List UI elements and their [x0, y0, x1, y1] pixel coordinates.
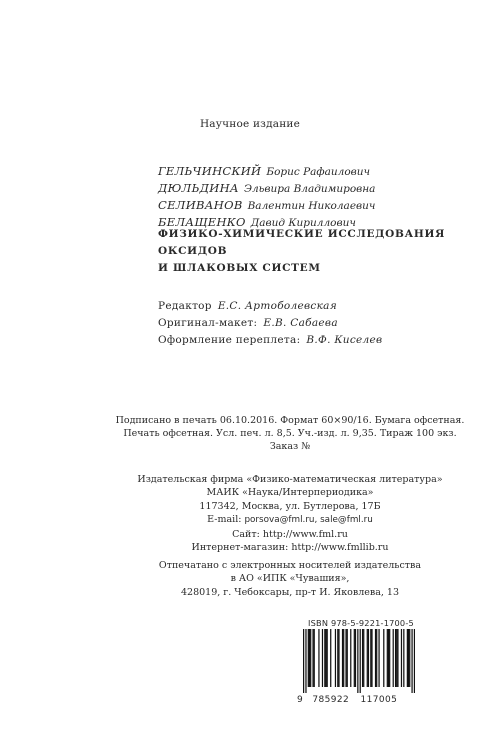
- author-surname: ГЕЛЬЧИНСКИЙ: [158, 164, 262, 178]
- barcode-bar: [396, 629, 397, 687]
- barcode-bar: [342, 629, 343, 687]
- credit-name: Е.В. Сабаева: [263, 317, 338, 329]
- barcode-bar: [335, 629, 336, 687]
- barcode-bar: [376, 629, 377, 687]
- barcode-bar: [345, 629, 346, 687]
- barcode-bar: [401, 629, 402, 687]
- barcode-bar: [310, 629, 311, 687]
- author-given-name: Валентин Николаевич: [247, 200, 376, 212]
- barcode-bar: [375, 629, 376, 687]
- barcode-bar: [397, 629, 398, 687]
- author-given-name: Эльвира Владимировна: [243, 183, 376, 195]
- barcode-bar: [371, 629, 372, 687]
- barcode-bar: [411, 629, 412, 693]
- barcode-bar: [407, 629, 408, 687]
- barcode-digits: [297, 695, 397, 705]
- barcode-bar: [367, 629, 368, 687]
- print-info-line-1: Подписано в печать 06.10.2016. Формат 60×90/16. Бумага офсетная.: [115, 415, 465, 426]
- barcode-bar: [409, 629, 410, 687]
- barcode-bar: [327, 629, 328, 687]
- barcode-left-digits: 785922: [312, 695, 350, 705]
- barcode-bar: [318, 629, 319, 687]
- barcode-bar: [337, 629, 338, 687]
- book-title-line-1: ФИЗИКО-ХИМИЧЕСКИЕ ИССЛЕДОВАНИЯ ОКСИДОВ: [158, 228, 446, 257]
- print-info: [100, 414, 480, 453]
- publisher-shop: [100, 541, 480, 554]
- barcode-bar: [370, 629, 371, 687]
- barcode-bar: [330, 629, 331, 687]
- edition-type: Научное издание: [199, 118, 301, 130]
- barcode-bar: [388, 629, 389, 687]
- author-3: [158, 197, 375, 214]
- barcode-bar: [414, 629, 415, 693]
- publisher-name: Издательская фирма «Физико-математическая литература»: [137, 474, 443, 485]
- printer-info: [100, 559, 480, 599]
- author-1: [158, 163, 375, 180]
- credit-editor: [158, 298, 382, 315]
- barcode-bar: [347, 629, 348, 687]
- barcode-bar: [322, 629, 323, 687]
- publisher-site: [100, 528, 480, 541]
- barcode-image: [303, 629, 415, 693]
- publisher-imprint: МАИК «Наука/Интерпериодика»: [206, 487, 374, 499]
- printer-line-1: Отпечатано с электронных носителей издательства: [158, 560, 422, 571]
- print-info-line-3: Заказ №: [269, 441, 311, 452]
- barcode-bar: [408, 629, 409, 687]
- credit-name: В.Ф. Киселев: [306, 334, 383, 346]
- publisher-email: [100, 513, 480, 527]
- author-2: [158, 180, 375, 197]
- publisher-info: [100, 473, 480, 554]
- printer-line-2: в АО «ИПК «Чувашия»,: [230, 573, 350, 585]
- barcode-bar: [303, 629, 304, 693]
- barcode-bar: [338, 629, 339, 687]
- publisher-address: 117342, Москва, ул. Бутлерова, 17Б: [199, 500, 381, 512]
- barcode-bar: [403, 629, 404, 687]
- shop-label: Интернет-магазин:: [191, 542, 289, 554]
- barcode-bar: [308, 629, 309, 687]
- credit-role: Оформление переплета:: [158, 334, 301, 346]
- print-info-line-2: Печать офсетная. Усл. печ. л. 8,5. Уч.-изд. л. 9,35. Тираж 100 экз.: [123, 428, 457, 439]
- barcode-bar: [363, 629, 364, 687]
- barcode-bar: [387, 629, 388, 687]
- author-given-name: Давид Кириллович: [250, 217, 356, 229]
- author-surname: ДЮЛЬДИНА: [158, 181, 239, 195]
- barcode-bar: [383, 629, 384, 687]
- barcode-right-digits: 117005: [360, 695, 398, 705]
- site-label: Сайт:: [232, 528, 260, 540]
- author-given-name: Борис Рафаилович: [266, 166, 371, 178]
- barcode-bar: [325, 629, 326, 687]
- book-title-line-2: И ШЛАКОВЫХ СИСТЕМ: [158, 262, 321, 274]
- barcode-bar: [357, 629, 358, 693]
- barcode-bar: [312, 629, 313, 687]
- printer-line-3: 428019, г. Чебоксары, пр-т И. Яковлева, 13: [180, 586, 400, 598]
- barcode-bar: [350, 629, 351, 687]
- book-title: [158, 226, 500, 277]
- credit-cover: [158, 332, 382, 349]
- barcode-bar: [305, 629, 306, 693]
- barcode-bar: [360, 629, 361, 693]
- barcode-bar: [343, 629, 344, 687]
- credit-role: Редактор: [158, 300, 212, 312]
- email-label: E-mail:: [207, 514, 242, 526]
- barcode-bar: [393, 629, 394, 687]
- isbn-text: ISBN 978-5-9221-1700-5: [308, 618, 414, 628]
- barcode-bar: [324, 629, 325, 687]
- author-surname: СЕЛИВАНОВ: [158, 198, 243, 212]
- barcode-bar: [354, 629, 355, 687]
- barcode-bar: [395, 629, 396, 687]
- author-surname: БЕЛАЩЕНКО: [158, 215, 246, 229]
- barcode-bar: [378, 629, 379, 687]
- barcode-bar: [314, 629, 315, 687]
- barcode-bar: [389, 629, 390, 687]
- credits: [158, 298, 382, 349]
- credit-role: Оригинал-макет:: [158, 317, 258, 329]
- shop-value: http://www.fmllib.ru: [291, 542, 389, 554]
- site-value: http://www.fml.ru: [262, 528, 348, 540]
- barcode-bar: [368, 629, 369, 687]
- barcode-bar: [355, 629, 356, 687]
- credit-layout: [158, 315, 382, 332]
- author-list: [158, 163, 375, 231]
- barcode-bar: [309, 629, 310, 687]
- credit-name: Е.С. Артоболевская: [217, 300, 337, 312]
- barcode-bar: [362, 629, 363, 687]
- barcode-first-digit: 9: [297, 695, 304, 705]
- email-value: porsova@fml.ru, sale@fml.ru: [244, 515, 373, 526]
